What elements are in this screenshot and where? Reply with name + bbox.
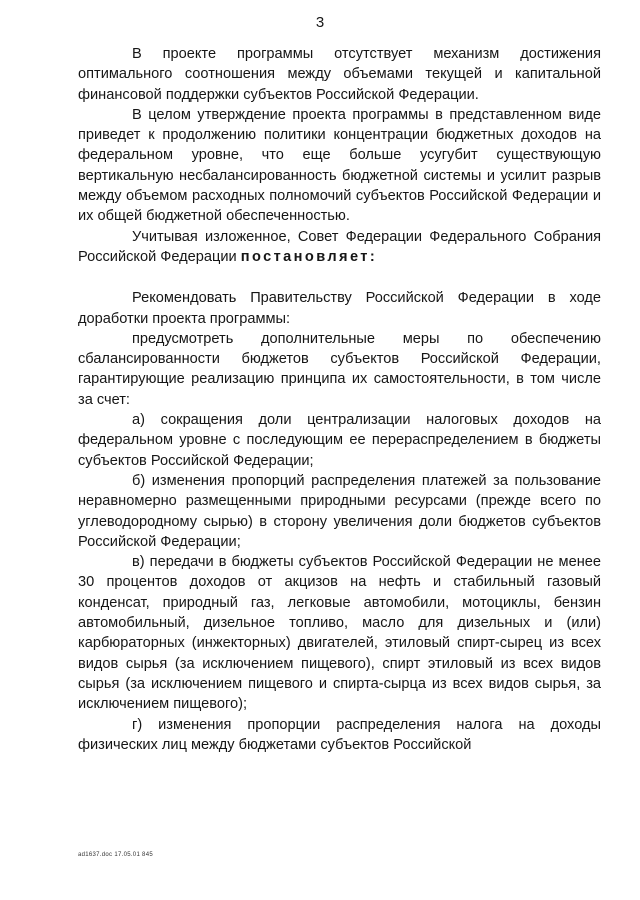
list-item-a: а) сокращения доли централизации налоговых доходов на федеральном уровне с последующим ее перераспределением в бюджеты субъектов Российской Федерации; [78, 412, 601, 469]
resolution-keyword: постановляет: [240, 248, 378, 265]
paragraph-measures: предусмотреть дополнительные меры по обеспечению сбалансированности бюджетов субъектов Российской Федерации, гарантирующие реализацию принципа их самостоятельности, в том числе за счет: [78, 330, 601, 408]
document-body [78, 44, 601, 755]
paragraph-recommendation: Рекомендовать Правительству Российской Федерации в ходе доработки проекта программы: [78, 290, 601, 327]
paragraph-mechanism: В проекте программы отсутствует механизм достижения оптимального соотношения между объемами текущей и капитальной финансовой поддержки субъектов Российской Федерации. [78, 46, 601, 103]
page-number: 3 [315, 14, 325, 31]
paragraph-resolution [78, 227, 601, 268]
list-item-b: б) изменения пропорций распределения платежей за пользование неравномерно размещенными природными ресурсами (прежде всего по углеводородному сырью) в сторону увеличения доли бюджетов субъектов Российской Федерации; [78, 472, 601, 550]
list-item-d: г) изменения пропорции распределения налога на доходы физических лиц между бюджетами субъектов Российской [78, 716, 601, 753]
resolution-text: Учитывая изложенное, Совет Федерации Федерального Собрания Российской Федерации [78, 228, 601, 265]
document-footer: ad1637.doc 17.05.01 845 [78, 852, 153, 858]
list-item-c: в) передачи в бюджеты субъектов Российской Федерации не менее 30 процентов доходов от акцизов на нефть и стабильный газовый конденсат, природный газ, легковые автомобили, мотоциклы, бензин автомобильный, дизельное топливо, масло для дизельных и (или) карбюраторных (инжекторных) двигателей, этиловый спирт-сырец из всех видов сырья (за исключением пищевого), спирт этиловый из всех видов сырья (за исключением пищевого и спирта-сырца из всех видов сырья, за исключением пищевого); [78, 554, 601, 713]
paragraph-conclusion: В целом утверждение проекта программы в представленном виде приведет к продолжению политики концентрации бюджетных доходов на федеральном уровне, что еще больше усугубит существующую вертикальную несбалансированность бюджетной системы и усилит разрыв между объемом расходных полномочий субъектов Российской Федерации и их общей бюджетной обеспеченностью. [78, 106, 601, 225]
